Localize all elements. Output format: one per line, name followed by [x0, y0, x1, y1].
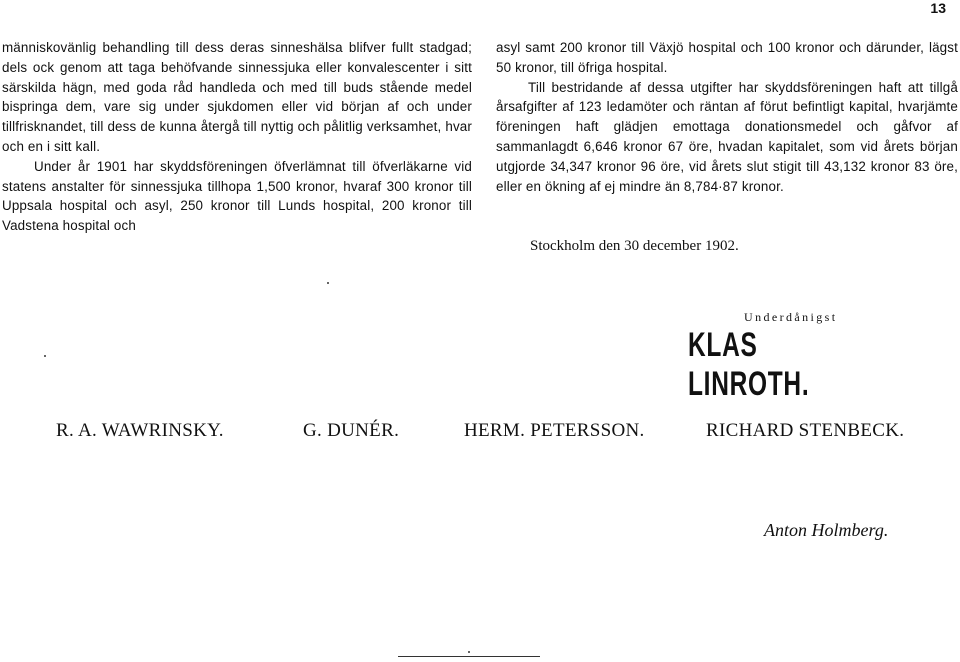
footer-rule: [398, 656, 540, 657]
right-paragraph-continuation: asyl samt 200 kronor till Växjö hospital och 100 kronor och därunder, lägst 50 kronor, till öfriga hospital.: [496, 40, 958, 75]
cosignatory-petersson: HERM. PETERSSON.: [464, 420, 645, 441]
right-paragraph-finances: Till bestridande af dessa utgifter har skyddsföreningen haft att tillgå årsafgifter af 123 ledamöter och räntan af förut befintligt kapital, hvarjämte föreningen haft glädjen emottaga donationsmedel och gåfvor af sammanlagdt 6,646 kronor 67 öre, hvadan kapitalet, som vid årets början utgjorde 34,347 kronor 96 öre, vid årets slut stigit till 43,132 kronor 83 öre, eller en ökning af ej mindre än 8,784·87 kronor.: [496, 79, 958, 194]
cosignatory-duner: G. DUNÉR.: [303, 420, 400, 441]
main-signatory: KLAS LINROTH.: [688, 326, 810, 403]
cosignatory-wawrinsky: R. A. WAWRINSKY.: [56, 420, 224, 441]
cosignatory-stenbeck: RICHARD STENBECK.: [706, 420, 905, 441]
print-speck: [327, 282, 329, 284]
right-column: [496, 38, 958, 196]
humbly-closing: Underdånigst: [744, 310, 838, 324]
page-number: 13: [930, 0, 946, 16]
print-speck: [44, 355, 46, 357]
print-speck: [468, 651, 470, 653]
left-paragraph-donations: Under år 1901 har skyddsföreningen öfverlämnat till öfverläkarne vid statens anstalter för sinnessjuka tillhopa 1,500 kronor, hvaraf 300 kronor till Uppsala hospital och asyl, 250 kronor till Lunds hospital, 200 kronor till Vadstena hospital och: [2, 158, 472, 234]
place-date-line: Stockholm den 30 december 1902.: [530, 238, 739, 254]
left-paragraph-continuation: människovänlig behandling till dess deras sinneshälsa blifver fullt stadgad; dels ock genom att taga behöfvande sinnessjuka eller konvalescenter i sitt särskilda hägn, med goda råd handleda och med till buds stående medel bispringa dem, vare sig under sjukdomen eller vid början af och under tillfrisknandet, till dess de kunna återgå till nyttig och pålitlig verksamhet, hvar och en i sitt kall.: [2, 40, 472, 154]
clerk-signature: Anton Holmberg.: [764, 520, 889, 540]
left-column: [2, 38, 472, 236]
